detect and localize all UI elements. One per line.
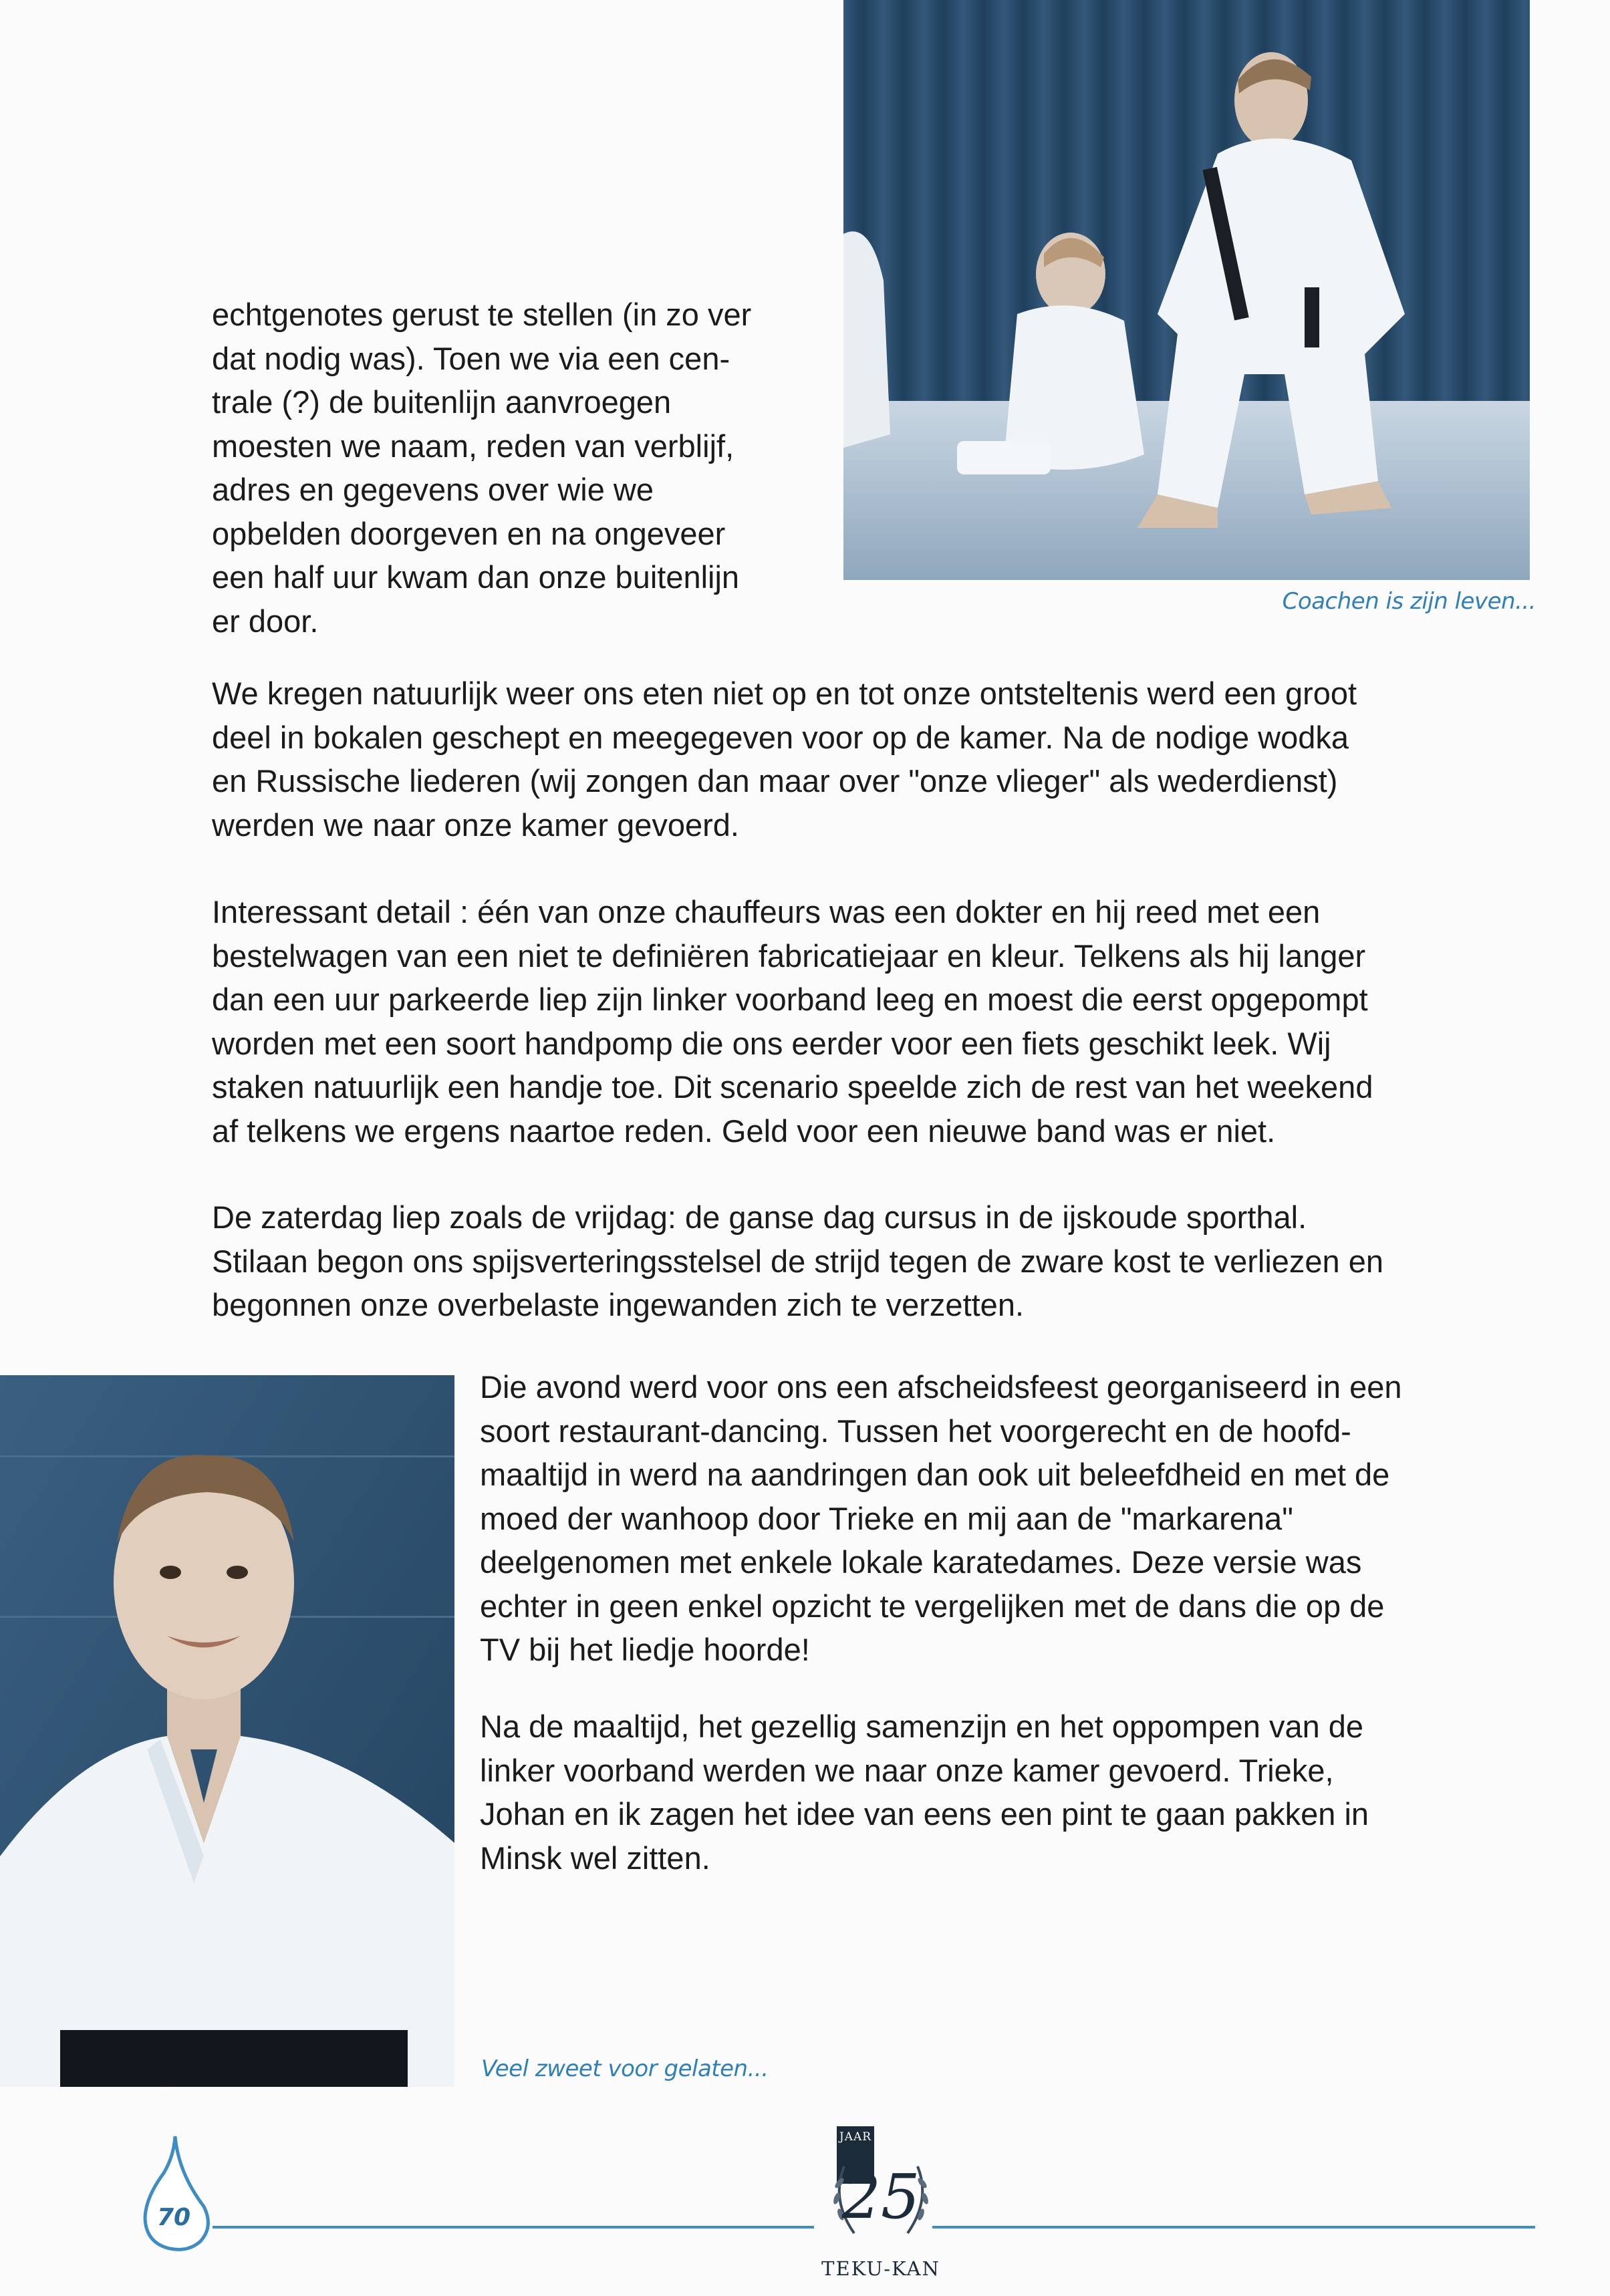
coach-photo [843,0,1530,580]
page-number-drop-icon [137,2133,214,2253]
paragraph-3: Interessant detail : één van onze chauffeurs was een dokter en hij reed met een bestelwagen van een niet te definiëren fabricatiejaar en kleur. Telkens als hij langer dan een uur parkeerde liep zijn linker voorband leeg en moest die eerst opgepompt worden met een soort handpomp die ons eerder voor een fiets geschikt leek. Wij staken natuurlijk een handje toe. Dit scenario speelde zich de rest van het weekend af telkens we ergens naartoe reden. Geld voor een nieuwe band was er niet. [212,894,1373,1149]
paragraph-2: We kregen natuurlijk weer ons eten niet op en tot onze ontsteltenis werd een groot deel in bokalen geschept en meegegeven voor op de kamer. Na de nodige wodka en Russische liederen (wij zongen dan maar over "onze vlieger" als wederdienst) werden we naar onze kamer gevoerd. [212,676,1357,843]
footer-rule-right [932,2226,1535,2229]
paragraph-1: echtgenotes gerust te stellen (in zo ver dat nodig was). Toen we via een cen- trale (?) de buitenlijn aanvroegen moesten we naam, reden van verblijf, adres en gegevens over wie we opbelden doorgeven en na ongeveer een half uur kwam dan onze buitenlijn er door. [212,297,752,639]
paragraph-4: De zaterdag liep zoals de vrijdag: de ganse dag cursus in de ijskoude sporthal. Stilaan begon ons spijsverteringsstelsel de strijd tegen de zware kost te verliezen en begonnen onze overbelaste ingewanden zich te verzetten. [212,1199,1384,1322]
karateka-portrait-photo [0,1375,454,2087]
logo-year-label: JAAR [839,2130,872,2144]
logo-number: 25 [841,2161,920,2233]
paragraph-5: Die avond werd voor ons een afscheidsfeest georganiseerd in een soort restaurant-dancing. Tussen het voorgerecht en de hoofd- maaltijd in werd na aandringen dan ook uit beleefdheid en met de moed der wanhoop door Trieke en mij aan de "markarena" deelgenomen met enkele lokale karatedames. Deze versie was echter in geen enkel opzicht te vergelijken met de dans die op de TV bij het liedje hoorde! [480,1369,1402,1667]
paragraph-6: Na de maaltijd, het gezellig samenzijn en het oppompen van de linker voorband werden we naar onze kamer gevoerd. Trieke, Johan en ik zagen het idee van eens een pint te gaan pakken in Minsk wel zitten. [480,1709,1369,1876]
coach-photo-illustration [843,0,1530,580]
logo-name: TEKU-KAN [821,2257,940,2280]
coach-photo-caption: Coachen is zijn leven... [1282,588,1536,615]
portrait-photo-caption: Veel zweet voor gelaten... [481,2055,769,2082]
anniversary-logo [821,2126,941,2287]
portrait-illustration [0,1375,454,2087]
footer-rule-left [213,2226,814,2229]
page-number: 70 [156,2204,191,2231]
footer [0,2125,1610,2296]
